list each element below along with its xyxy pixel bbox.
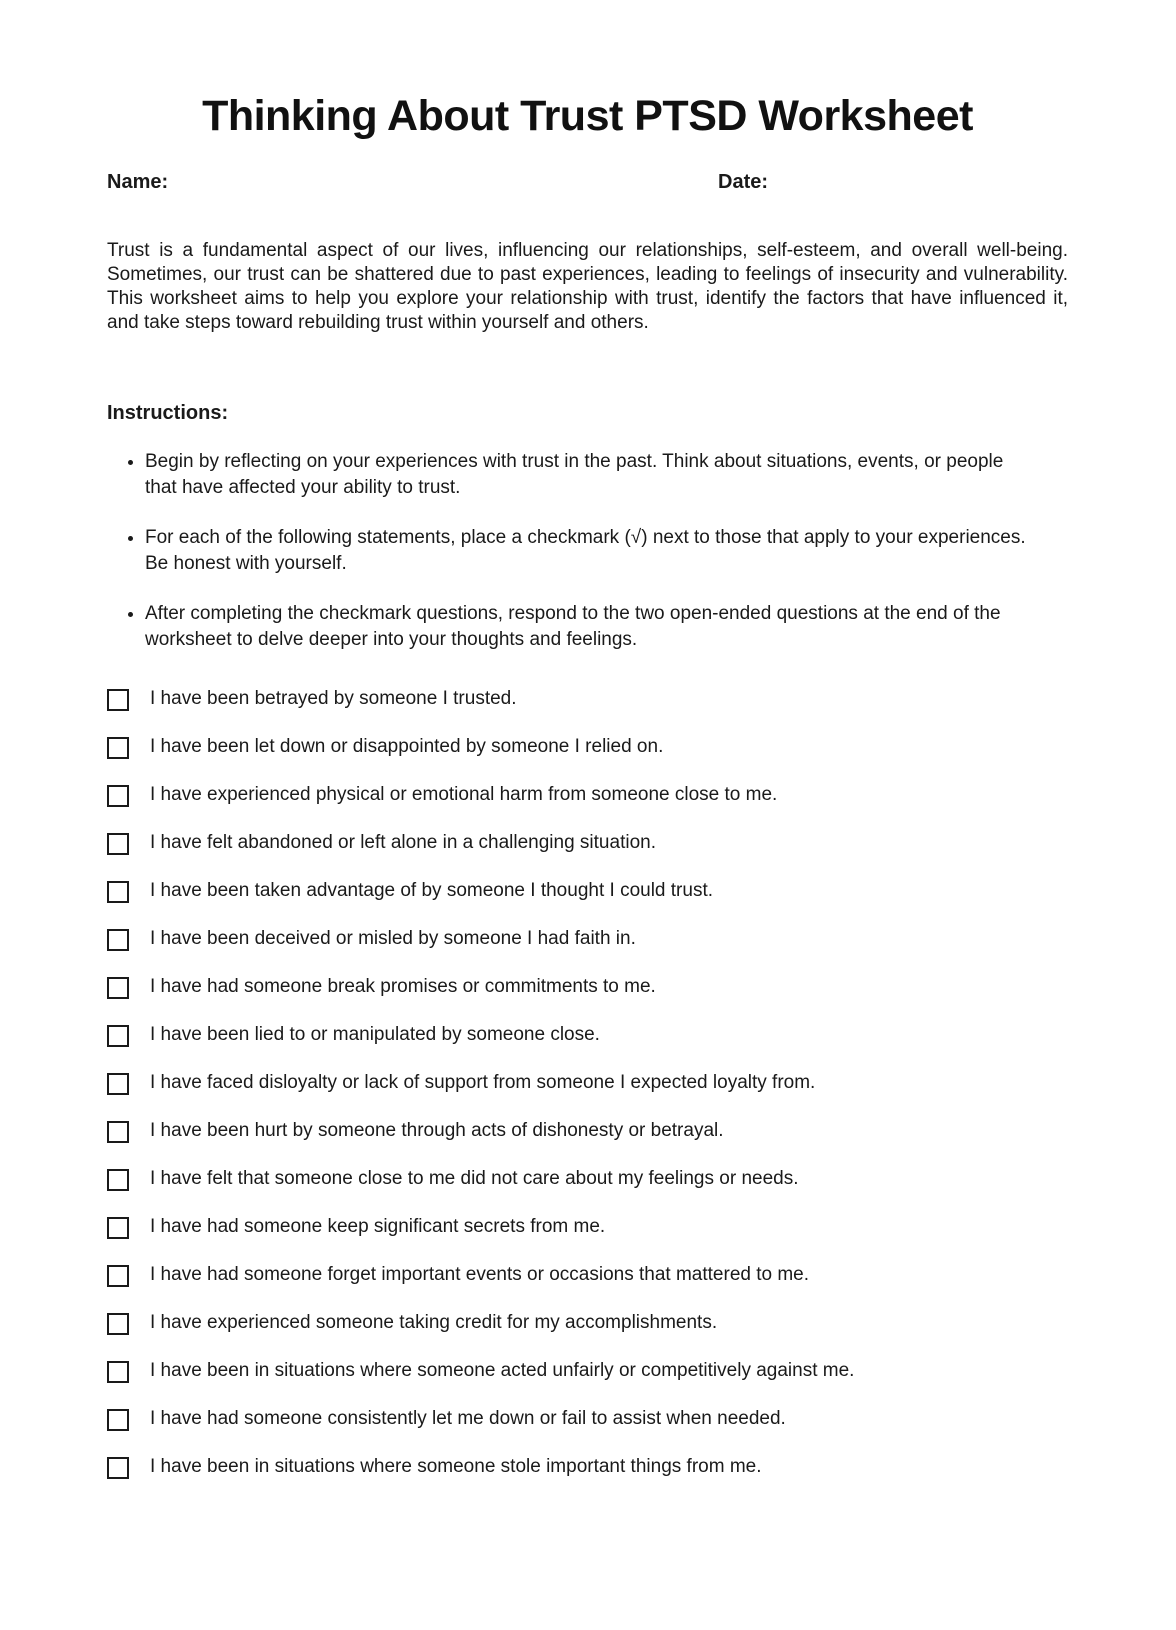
intro-paragraph: Trust is a fundamental aspect of our lives, influencing our relationships, self-esteem, and overall well-being. Sometimes, our trust can be shattered due to past experiences, leading to feelings of insecurity and vulnerability. This worksheet aims to help you explore your relationship with trust, identify the factors that have influenced it, and take steps toward rebuilding trust within yourself and others. xyxy=(107,240,1068,334)
checklist-row xyxy=(107,1406,1068,1432)
checklist-row xyxy=(107,1214,1068,1240)
checklist-item-label: I have felt abandoned or left alone in a challenging situation. xyxy=(150,832,656,854)
checklist-item-label: I have had someone consistently let me down or fail to assist when needed. xyxy=(150,1408,786,1430)
checklist-row xyxy=(107,1166,1068,1192)
checklist-row xyxy=(107,1118,1068,1144)
checklist-row xyxy=(107,782,1068,808)
checkbox[interactable] xyxy=(107,689,129,711)
checkbox[interactable] xyxy=(107,977,129,999)
checklist-row xyxy=(107,1358,1068,1384)
checklist-row xyxy=(107,974,1068,1000)
checklist-item-label: I have been in situations where someone acted unfairly or competitively against me. xyxy=(150,1360,855,1382)
page-title: Thinking About Trust PTSD Worksheet xyxy=(202,92,973,140)
checklist-row xyxy=(107,926,1068,952)
checklist-item-label: I have experienced someone taking credit for my accomplishments. xyxy=(150,1312,718,1334)
checklist-item-label: I have had someone forget important events or occasions that mattered to me. xyxy=(150,1264,810,1286)
instruction-bullet: • Begin by reflecting on your experiences with trust in the past. Think about situations, events, or people that have affected your ability to trust. xyxy=(145,449,1068,501)
checklist-item-label: I have been in situations where someone stole important things from me. xyxy=(150,1456,762,1478)
checkbox[interactable] xyxy=(107,1457,129,1479)
checkbox[interactable] xyxy=(107,929,129,951)
checkbox[interactable] xyxy=(107,1025,129,1047)
checkbox[interactable] xyxy=(107,1169,129,1191)
checkbox[interactable] xyxy=(107,1361,129,1383)
instructions-heading: Instructions: xyxy=(107,402,229,425)
checkbox[interactable] xyxy=(107,1217,129,1239)
date-field-label: Date: xyxy=(718,171,769,194)
checklist-row xyxy=(107,1262,1068,1288)
checklist-row xyxy=(107,1022,1068,1048)
checkbox[interactable] xyxy=(107,1409,129,1431)
trust-checklist xyxy=(107,686,1068,1480)
checklist-item-label: I have been deceived or misled by someone I had faith in. xyxy=(150,928,636,950)
checkbox[interactable] xyxy=(107,737,129,759)
checklist-item-label: I have had someone keep significant secrets from me. xyxy=(150,1216,606,1238)
checklist-row xyxy=(107,830,1068,856)
checklist-item-label: I have felt that someone close to me did not care about my feelings or needs. xyxy=(150,1168,799,1190)
name-field-label: Name: xyxy=(107,171,169,194)
checklist-row xyxy=(107,1454,1068,1480)
checklist-row xyxy=(107,878,1068,904)
checklist-row xyxy=(107,734,1068,760)
checklist-row xyxy=(107,1310,1068,1336)
checkbox[interactable] xyxy=(107,881,129,903)
checklist-row xyxy=(107,686,1068,712)
checklist-item-label: I have been betrayed by someone I trusted. xyxy=(150,688,517,710)
checklist-item-label: I have experienced physical or emotional harm from someone close to me. xyxy=(150,784,778,806)
checklist-item-label: I have had someone break promises or commitments to me. xyxy=(150,976,656,998)
instruction-bullet: • For each of the following statements, place a checkmark (√) next to those that apply to your experiences. Be honest with yourself. xyxy=(145,525,1068,577)
instruction-bullet: • After completing the checkmark questions, respond to the two open-ended questions at the end of the worksheet to delve deeper into your thoughts and feelings. xyxy=(145,601,1068,653)
checklist-row xyxy=(107,1070,1068,1096)
checkbox[interactable] xyxy=(107,1073,129,1095)
checklist-item-label: I have faced disloyalty or lack of support from someone I expected loyalty from. xyxy=(150,1072,816,1094)
checkbox[interactable] xyxy=(107,1265,129,1287)
checklist-item-label: I have been lied to or manipulated by someone close. xyxy=(150,1024,600,1046)
checklist-item-label: I have been hurt by someone through acts of dishonesty or betrayal. xyxy=(150,1120,724,1142)
name-date-row xyxy=(107,169,1068,195)
checkbox[interactable] xyxy=(107,785,129,807)
checklist-item-label: I have been taken advantage of by someone I thought I could trust. xyxy=(150,880,713,902)
instructions-list xyxy=(107,449,1068,653)
checklist-item-label: I have been let down or disappointed by someone I relied on. xyxy=(150,736,664,758)
checkbox[interactable] xyxy=(107,1121,129,1143)
checkbox[interactable] xyxy=(107,833,129,855)
checkbox[interactable] xyxy=(107,1313,129,1335)
